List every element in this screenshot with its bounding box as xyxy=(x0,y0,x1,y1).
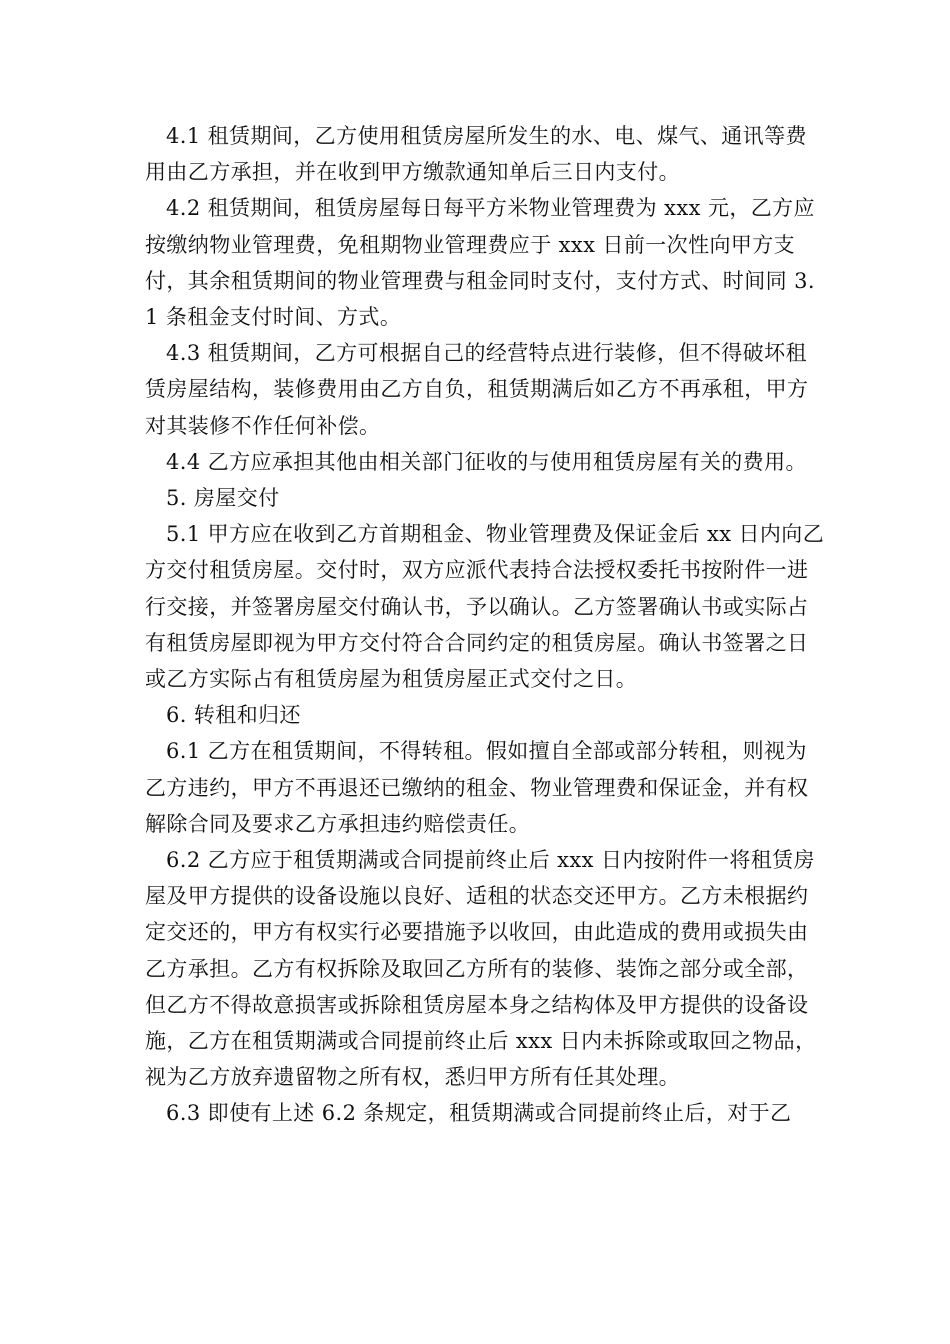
clause-4-4: 4.4 乙方应承担其他由相关部门征收的与使用租赁房屋有关的费用。 xyxy=(166,449,807,474)
clause-4-2: 4.2 租赁期间，租赁房屋每日每平方米物业管理费为 xxx 元，乙方应按缴纳物业管理费，免租期物业管理费应于 xxx 日前一次性向甲方支付，其余租赁期间的物业管理费与租金同时支付，支付方式、时间同 3.1 条租金支付时间、方式。 xyxy=(145,196,815,330)
clause-4-1: 4.1 租赁期间，乙方使用租赁房屋所发生的水、电、煤气、通讯等费用由乙方承担，并在收到甲方缴款通知单后三日内支付。 xyxy=(145,124,807,185)
section-5-heading: 5. 房屋交付 xyxy=(166,486,280,511)
clause-6-3: 6.3 即使有上述 6.2 条规定，租赁期满或合同提前终止后，对于乙 xyxy=(166,1101,792,1126)
clause-6-2: 6.2 乙方应于租赁期满或合同提前终止后 xxx 日内按附件一将租赁房屋及甲方提供的设备设施以良好、适租的状态交还甲方。乙方未根据约定交还的，甲方有权实行必要措施予以收回，由此造成的费用或损失由乙方承担。乙方有权拆除及取回乙方所有的装修、装饰之部分或全部，但乙方不得故意损害或拆除租赁房屋本身之结构体及甲方提供的设备设施，乙方在租赁期满或合同提前终止后 xxx 日内未拆除或取回之物品，视为乙方放弃遗留物之所有权，悉归甲方所有任其处理。 xyxy=(145,848,817,1090)
clause-5-1: 5.1 甲方应在收到乙方首期租金、物业管理费及保证金后 xx 日内向乙方交付租赁房屋。交付时，双方应派代表持合法授权委托书按附件一进行交接，并签署房屋交付确认书，予以确认。乙方签署确认书或实际占有租赁房屋即视为甲方交付符合合同约定的租赁房屋。确认书签署之日或乙方实际占有租赁房屋为租赁房屋正式交付之日。 xyxy=(145,522,825,692)
section-6-heading: 6. 转租和归还 xyxy=(166,703,301,728)
document-body xyxy=(145,118,825,1132)
clause-6-1: 6.1 乙方在租赁期间，不得转租。假如擅自全部或部分转租，则视为乙方违约，甲方不再退还已缴纳的租金、物业管理费和保证金，并有权解除合同及要求乙方承担违约赔偿责任。 xyxy=(145,739,809,836)
clause-4-3: 4.3 租赁期间，乙方可根据自己的经营特点进行装修，但不得破坏租赁房屋结构，装修费用由乙方自负，租赁期满后如乙方不再承租，甲方对其装修不作任何补偿。 xyxy=(145,341,809,438)
